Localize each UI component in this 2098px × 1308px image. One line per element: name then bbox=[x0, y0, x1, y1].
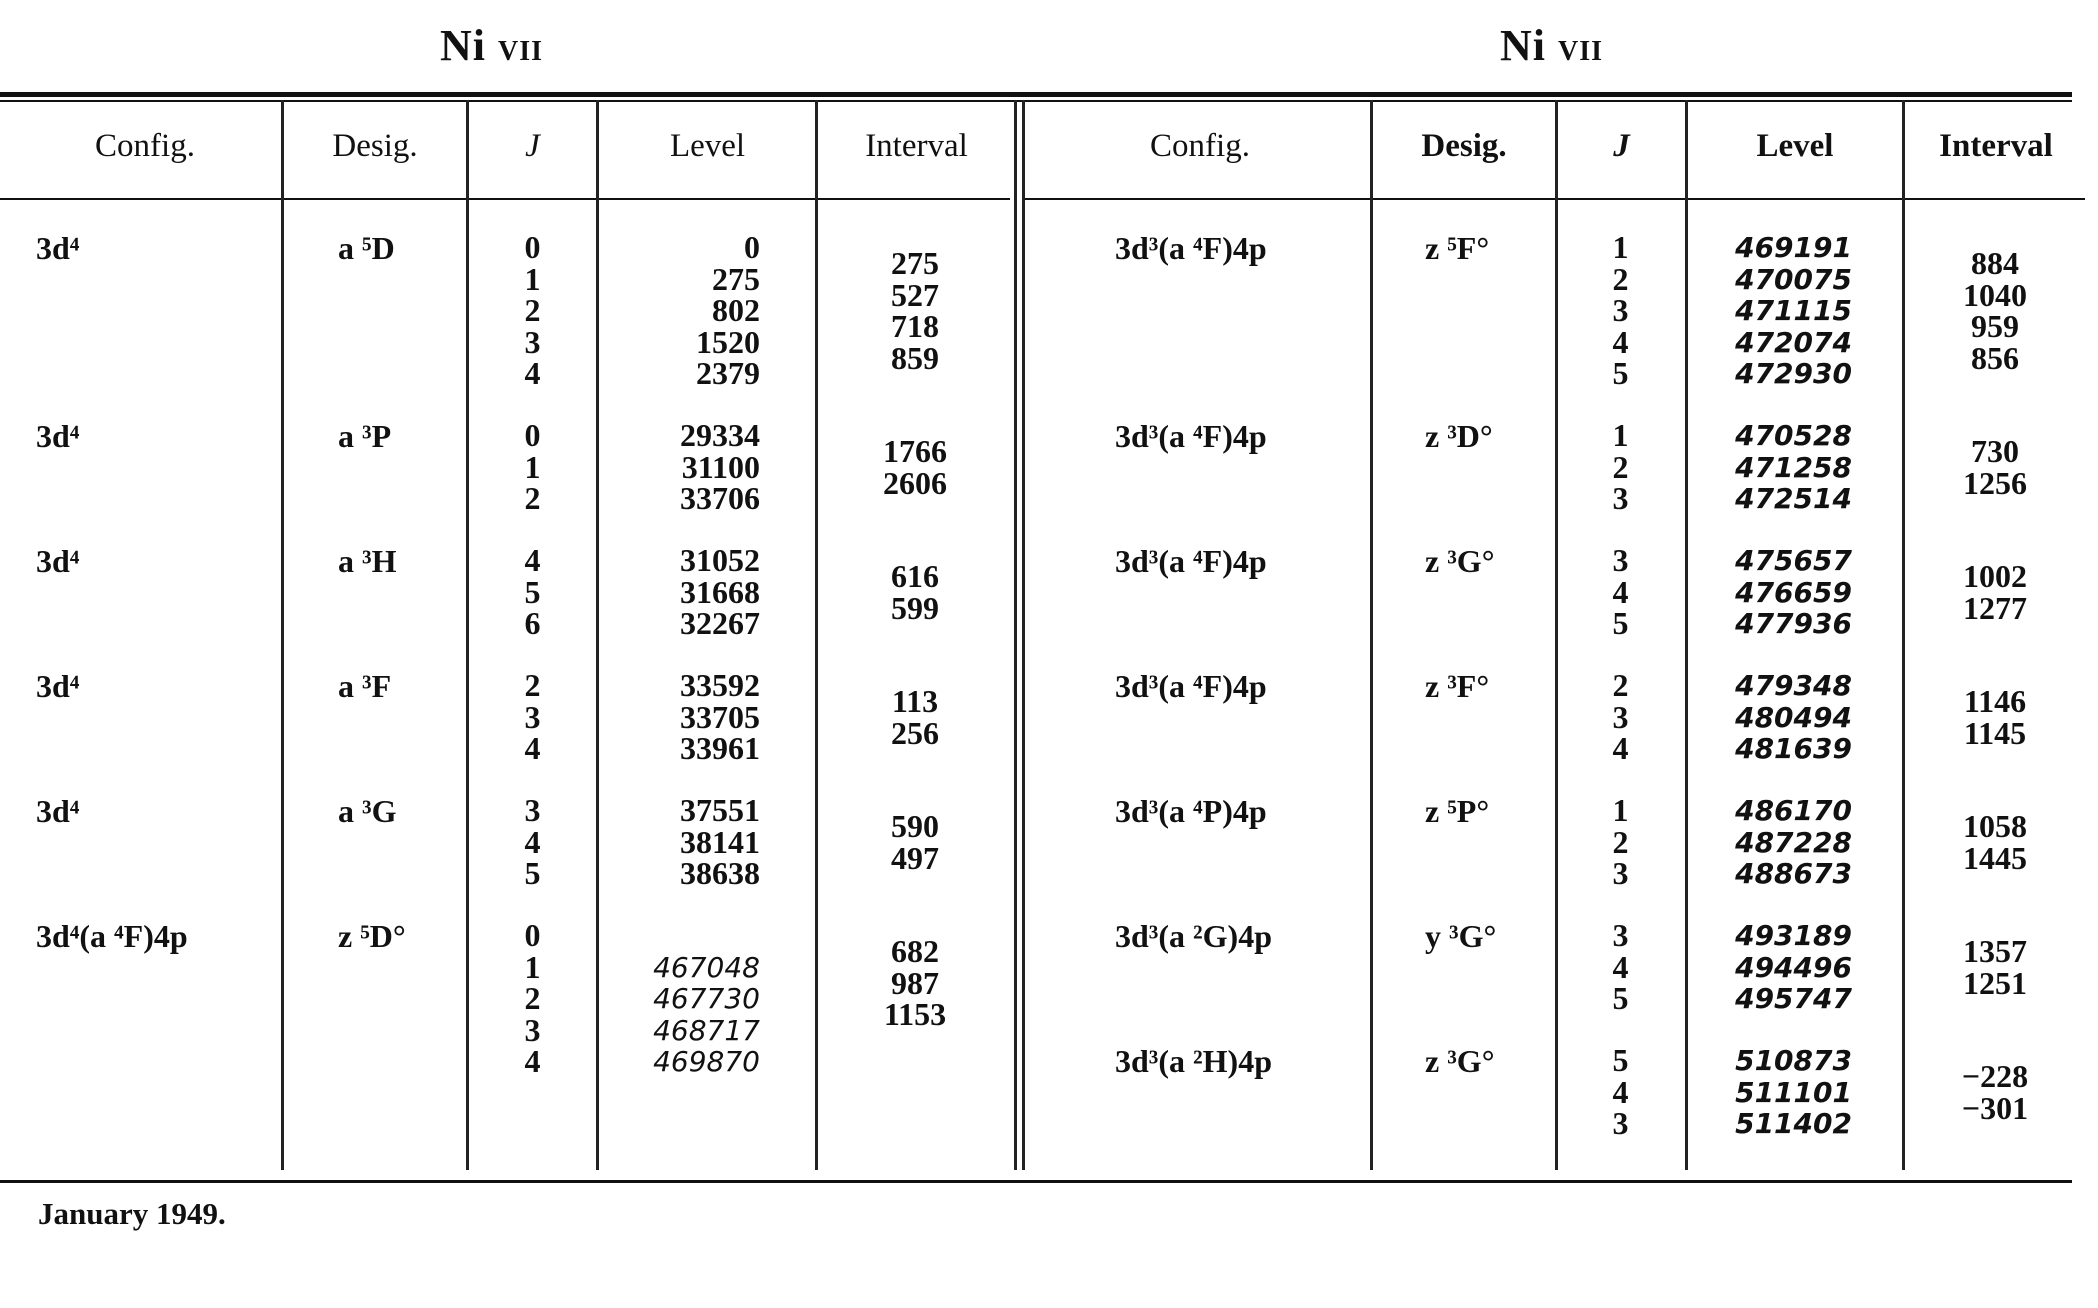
level-value: 0 bbox=[744, 229, 760, 265]
j-value: 5 bbox=[1612, 1042, 1629, 1078]
left-title-element: Ni bbox=[440, 21, 486, 70]
config-cell: 3d³(a ⁴F)4p bbox=[1115, 543, 1267, 579]
interval-values bbox=[840, 683, 990, 751]
level-value: 471258 bbox=[1735, 450, 1852, 484]
level-value: 511402 bbox=[1735, 1107, 1852, 1140]
interval-values bbox=[840, 245, 990, 376]
divider bbox=[815, 100, 818, 1170]
header-j: J bbox=[1613, 128, 1630, 164]
config-cell: 3d³(a ²H)4p bbox=[1115, 1043, 1272, 1079]
divider bbox=[281, 100, 284, 1170]
j-value: 4 bbox=[1612, 948, 1629, 985]
config-cell: 3d³(a ²G)4p bbox=[1115, 918, 1272, 954]
level-value: 37551 bbox=[680, 792, 760, 828]
designation-cell: z ³G° bbox=[1425, 1043, 1495, 1079]
j-value: 3 bbox=[524, 698, 541, 735]
j-value: 3 bbox=[524, 792, 541, 828]
j-value: 5 bbox=[1612, 980, 1629, 1016]
level-value: 486170 bbox=[1735, 794, 1852, 827]
level-value: 472514 bbox=[1735, 482, 1852, 515]
level-values bbox=[610, 667, 760, 766]
interval-values bbox=[1910, 808, 2080, 876]
interval-value: 1153 bbox=[883, 996, 947, 1032]
config-cell: 3d⁴ bbox=[36, 230, 80, 266]
j-value: 2 bbox=[1612, 260, 1629, 297]
level-value: 1520 bbox=[696, 323, 760, 360]
interval-value: 1058 bbox=[1963, 808, 2027, 844]
designation-cell: z ⁵D° bbox=[338, 918, 406, 954]
level-values bbox=[610, 229, 760, 391]
interval-values bbox=[840, 433, 990, 501]
j-value: 3 bbox=[1612, 855, 1629, 891]
level-value: 472930 bbox=[1735, 357, 1852, 390]
center-divider bbox=[1022, 100, 1025, 1170]
config-cell: 3d⁴ bbox=[36, 418, 80, 454]
j-value: 4 bbox=[1612, 573, 1629, 610]
interval-value: 1146 bbox=[1963, 683, 2027, 719]
interval-value: 1145 bbox=[1963, 714, 2027, 751]
level-value: 32267 bbox=[680, 605, 760, 641]
level-value: 493189 bbox=[1735, 919, 1852, 952]
designation-cell: a ³H bbox=[338, 543, 397, 579]
level-value: 467048 bbox=[653, 950, 760, 984]
footer-date: January 1949. bbox=[38, 1196, 226, 1231]
interval-value: 1002 bbox=[1963, 558, 2027, 594]
level-value: 31100 bbox=[681, 448, 760, 485]
j-value: 6 bbox=[524, 605, 541, 641]
designation-cell: y ³G° bbox=[1425, 918, 1497, 954]
j-value: 2 bbox=[524, 667, 541, 703]
designation-cell: a ⁵D bbox=[338, 230, 395, 266]
level-value: 2379 bbox=[696, 355, 760, 391]
interval-value: 1040 bbox=[1963, 276, 2027, 313]
level-value: 31052 bbox=[680, 542, 760, 578]
config-cell: 3d⁴ bbox=[36, 668, 80, 704]
level-value: 510873 bbox=[1735, 1044, 1852, 1077]
level-value: 495747 bbox=[1735, 982, 1852, 1015]
interval-value: 959 bbox=[1971, 308, 2019, 344]
interval-value: 682 bbox=[891, 933, 939, 969]
j-values bbox=[490, 229, 575, 391]
interval-value: 1766 bbox=[883, 433, 947, 469]
j-value: 4 bbox=[1612, 730, 1629, 766]
level-value: 469191 bbox=[1735, 231, 1852, 264]
j-value: 4 bbox=[524, 730, 541, 766]
level-value: 275 bbox=[712, 260, 760, 297]
j-value: 5 bbox=[1612, 355, 1629, 391]
level-values bbox=[1700, 545, 1852, 640]
interval-values bbox=[840, 808, 990, 876]
j-value: 4 bbox=[1612, 323, 1629, 360]
interval-values bbox=[1910, 933, 2080, 1001]
interval-values bbox=[1910, 245, 2080, 376]
j-value: 4 bbox=[524, 542, 541, 578]
j-values bbox=[490, 542, 575, 641]
j-values bbox=[1578, 792, 1663, 891]
interval-value: 275 bbox=[891, 245, 939, 281]
level-value: 511101 bbox=[1735, 1075, 1852, 1109]
interval-value: 1251 bbox=[1963, 964, 2027, 1001]
j-value: 1 bbox=[524, 260, 541, 297]
header-desig: Desig. bbox=[1421, 128, 1507, 164]
interval-values bbox=[1910, 558, 2080, 626]
j-values bbox=[490, 917, 575, 1079]
level-value: 470075 bbox=[1735, 262, 1852, 296]
j-value: 0 bbox=[524, 229, 541, 265]
j-value: 3 bbox=[524, 323, 541, 360]
j-value: 0 bbox=[524, 417, 541, 453]
interval-value: 730 bbox=[1971, 433, 2019, 469]
level-value: 468717 bbox=[653, 1013, 760, 1047]
level-values bbox=[1700, 920, 1852, 1015]
top-rule-thin bbox=[0, 100, 2072, 102]
j-value: 2 bbox=[1612, 448, 1629, 485]
j-value: 2 bbox=[1612, 823, 1629, 860]
j-value: 5 bbox=[524, 855, 541, 891]
level-value: 480494 bbox=[1735, 700, 1852, 734]
right-title-ion: vii bbox=[1558, 24, 1604, 69]
level-value: 481639 bbox=[1735, 732, 1852, 765]
designation-cell: a ³F bbox=[338, 668, 392, 704]
interval-value: 497 bbox=[891, 839, 939, 876]
interval-value: 2606 bbox=[883, 464, 947, 501]
config-cell: 3d³(a ⁴F)4p bbox=[1115, 418, 1267, 454]
right-title-element: Ni bbox=[1500, 21, 1546, 70]
level-value: 477936 bbox=[1735, 607, 1852, 640]
j-values bbox=[490, 667, 575, 766]
interval-value: −228 bbox=[1961, 1058, 2029, 1094]
j-value: 3 bbox=[1612, 292, 1629, 328]
left-table-title bbox=[440, 20, 543, 71]
header-interval: Interval bbox=[865, 128, 968, 164]
config-cell: 3d³(a ⁴F)4p bbox=[1115, 668, 1267, 704]
interval-value: 527 bbox=[891, 276, 939, 313]
interval-value: 1357 bbox=[1963, 933, 2027, 969]
level-value: 29334 bbox=[680, 417, 760, 453]
header-level: Level bbox=[669, 128, 746, 164]
interval-value: 884 bbox=[1971, 245, 2019, 281]
interval-value: 113 bbox=[891, 683, 939, 719]
j-values bbox=[1578, 667, 1663, 766]
level-value bbox=[610, 920, 760, 952]
designation-cell: z ³F° bbox=[1425, 668, 1490, 704]
j-value: 1 bbox=[1612, 229, 1629, 265]
j-value: 3 bbox=[1612, 542, 1629, 578]
j-values bbox=[1578, 229, 1663, 391]
interval-value: 718 bbox=[891, 308, 939, 344]
config-cell: 3d⁴ bbox=[36, 543, 80, 579]
config-cell: 3d³(a ⁴P)4p bbox=[1115, 793, 1267, 829]
j-value: 3 bbox=[1612, 917, 1629, 953]
level-value: 470528 bbox=[1735, 419, 1852, 452]
designation-cell: a ³P bbox=[338, 418, 392, 454]
level-value: 488673 bbox=[1735, 857, 1852, 890]
j-values bbox=[1578, 542, 1663, 641]
interval-value: 859 bbox=[891, 339, 939, 376]
level-value: 469870 bbox=[653, 1045, 760, 1078]
j-value: 5 bbox=[1612, 605, 1629, 641]
header-j: J bbox=[525, 128, 540, 164]
interval-value: 599 bbox=[891, 589, 939, 626]
level-values bbox=[610, 417, 760, 516]
j-values bbox=[1578, 417, 1663, 516]
designation-cell: z ³G° bbox=[1425, 543, 1495, 579]
level-value: 38141 bbox=[680, 823, 760, 860]
level-values bbox=[1700, 232, 1852, 390]
interval-value: 1256 bbox=[1963, 464, 2027, 501]
j-value: 2 bbox=[524, 292, 541, 328]
divider bbox=[1902, 100, 1905, 1170]
header-rule-left bbox=[0, 198, 1010, 200]
header-config: Config. bbox=[95, 128, 195, 164]
level-value: 472074 bbox=[1735, 325, 1852, 359]
header-interval: Interval bbox=[1939, 128, 2053, 164]
divider bbox=[1370, 100, 1373, 1170]
divider bbox=[1685, 100, 1688, 1170]
j-value: 4 bbox=[1612, 1073, 1629, 1110]
j-value: 4 bbox=[524, 1043, 541, 1079]
interval-values bbox=[840, 558, 990, 626]
designation-cell: z ⁵P° bbox=[1425, 793, 1490, 829]
level-value: 31668 bbox=[680, 573, 760, 610]
level-value: 471115 bbox=[1735, 294, 1852, 327]
divider bbox=[596, 100, 599, 1170]
level-value: 33592 bbox=[680, 667, 760, 703]
level-value: 33706 bbox=[680, 480, 760, 516]
j-value: 4 bbox=[524, 823, 541, 860]
designation-cell: z ³D° bbox=[1425, 418, 1493, 454]
level-value: 33705 bbox=[680, 698, 760, 735]
level-value: 475657 bbox=[1735, 544, 1852, 577]
right-table-title bbox=[1500, 20, 1603, 71]
j-value: 1 bbox=[1612, 417, 1629, 453]
j-value: 5 bbox=[524, 573, 541, 610]
top-rule-thick bbox=[0, 92, 2072, 97]
j-value: 1 bbox=[524, 948, 541, 985]
level-value: 467730 bbox=[653, 982, 760, 1015]
j-value: 2 bbox=[1612, 667, 1629, 703]
level-values bbox=[1700, 420, 1852, 515]
level-value: 479348 bbox=[1735, 669, 1852, 702]
header-config: Config. bbox=[1150, 128, 1250, 164]
interval-value: 1277 bbox=[1963, 589, 2027, 626]
interval-values bbox=[840, 933, 990, 1032]
j-value: 3 bbox=[1612, 698, 1629, 735]
level-value: 33961 bbox=[680, 730, 760, 766]
j-value: 2 bbox=[524, 980, 541, 1016]
divider bbox=[1555, 100, 1558, 1170]
interval-value: 256 bbox=[891, 714, 939, 751]
j-value: 3 bbox=[1612, 1105, 1629, 1141]
level-values bbox=[610, 920, 760, 1078]
interval-value: 1445 bbox=[1963, 839, 2027, 876]
j-values bbox=[1578, 917, 1663, 1016]
config-cell: 3d³(a ⁴F)4p bbox=[1115, 230, 1267, 266]
j-value: 1 bbox=[1612, 792, 1629, 828]
level-values bbox=[1700, 795, 1852, 890]
level-value: 487228 bbox=[1735, 825, 1852, 859]
j-value: 3 bbox=[524, 1011, 541, 1048]
config-cell: 3d⁴ bbox=[36, 793, 80, 829]
interval-value: 856 bbox=[1971, 339, 2019, 376]
level-value: 476659 bbox=[1735, 575, 1852, 609]
level-values bbox=[610, 792, 760, 891]
left-title-ion: vii bbox=[498, 24, 544, 69]
j-value: 0 bbox=[524, 917, 541, 953]
header-level: Level bbox=[1756, 128, 1834, 164]
designation-cell: a ³G bbox=[338, 793, 397, 829]
header-desig: Desig. bbox=[332, 128, 418, 164]
bottom-rule bbox=[0, 1180, 2072, 1183]
interval-values bbox=[1910, 433, 2080, 501]
level-values bbox=[1700, 1045, 1852, 1140]
interval-values bbox=[1910, 683, 2080, 751]
level-values bbox=[610, 542, 760, 641]
interval-value: 590 bbox=[891, 808, 939, 844]
j-value: 1 bbox=[524, 448, 541, 485]
j-value: 3 bbox=[1612, 480, 1629, 516]
j-values bbox=[1578, 1042, 1663, 1141]
level-value: 802 bbox=[712, 292, 760, 328]
j-value: 2 bbox=[524, 480, 541, 516]
interval-values bbox=[1910, 1058, 2080, 1126]
j-values bbox=[490, 792, 575, 891]
interval-value: 616 bbox=[891, 558, 939, 594]
interval-value: 987 bbox=[891, 964, 939, 1001]
config-cell: 3d⁴(a ⁴F)4p bbox=[36, 918, 188, 954]
j-values bbox=[490, 417, 575, 516]
center-divider bbox=[1014, 100, 1017, 1170]
level-value: 38638 bbox=[680, 855, 760, 891]
interval-value: −301 bbox=[1961, 1089, 2029, 1126]
j-value: 4 bbox=[524, 355, 541, 391]
designation-cell: z ⁵F° bbox=[1425, 230, 1490, 266]
divider bbox=[466, 100, 469, 1170]
level-values bbox=[1700, 670, 1852, 765]
level-value: 494496 bbox=[1735, 950, 1852, 984]
